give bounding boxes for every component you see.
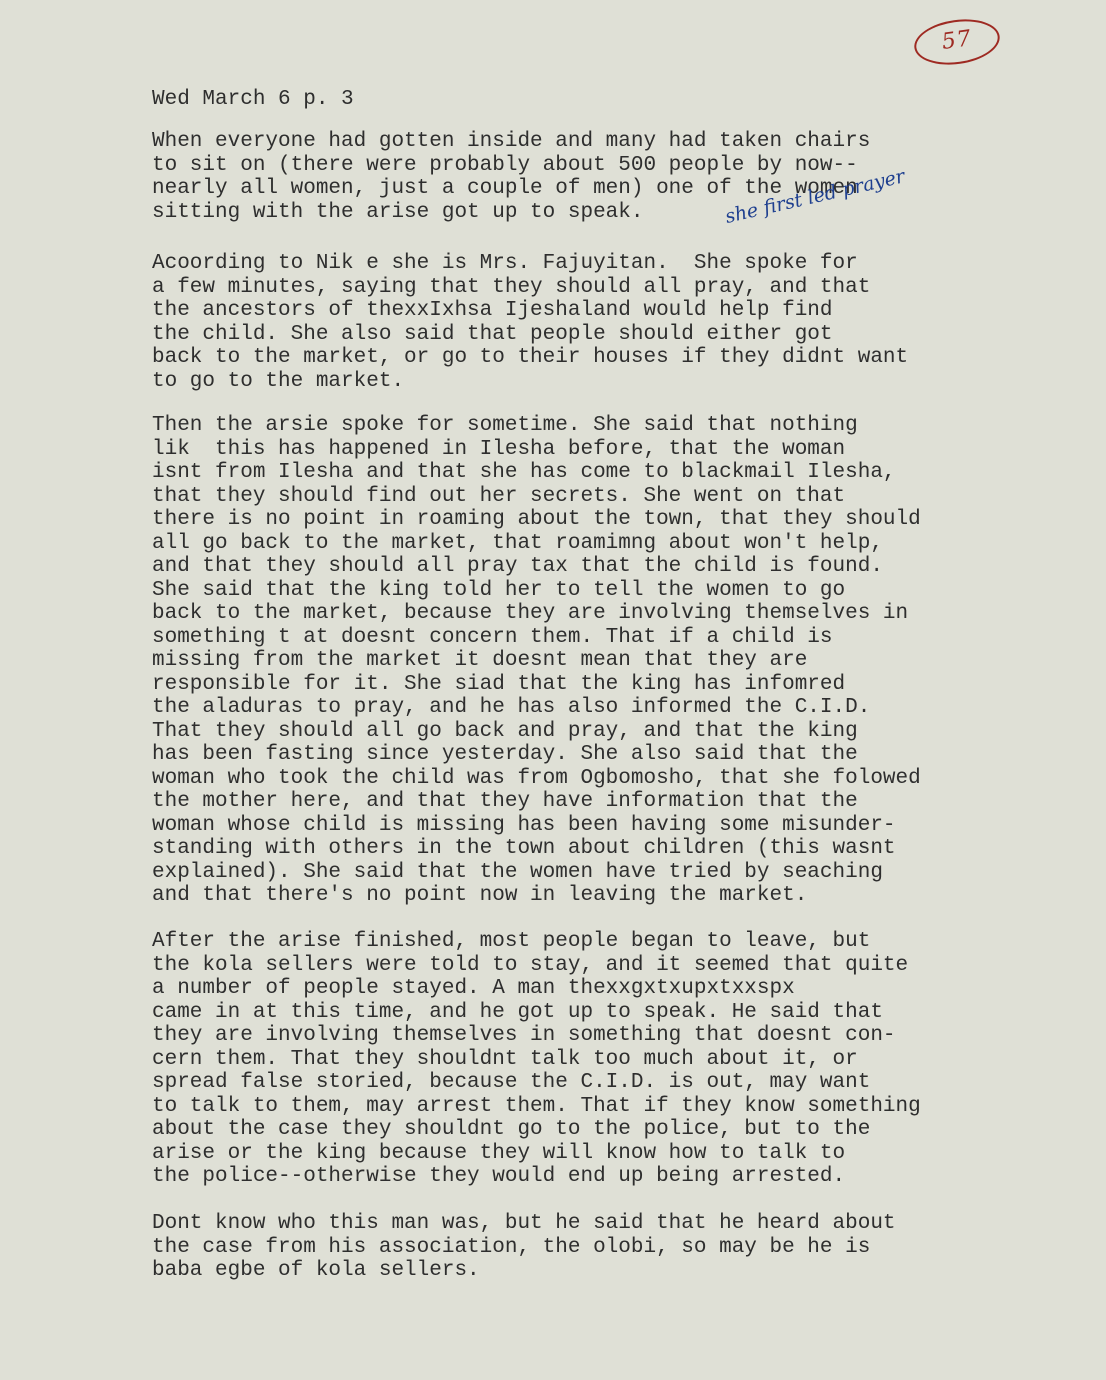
handwritten-annotation: she first led prayer [723, 165, 907, 228]
paragraph-5: Dont know who this man was, but he said that he heard about the case from his association, the olobi, so may be he is baba egbe of kola sellers. [152, 1212, 896, 1282]
paragraph-1: When everyone had gotten inside and many had taken chairs to sit on (there were probably about 500 people by now-- nearly all women, just a couple of men) one of the women sitting with the arise got up to speak. [152, 130, 871, 224]
page-header: Wed March 6 p. 3 [152, 88, 354, 111]
page-number: 57 [940, 26, 974, 55]
paragraph-2: Acoording to Nik e she is Mrs. Fajuyitan. She spoke for a few minutes, saying that they should all pray, and that the ancestors of thexxIxhsa Ijeshaland would help find the child. She also said that people should either got back to the market, or go to their houses if they didnt want to go to the market. [152, 252, 909, 393]
page-number-circle [911, 14, 1002, 70]
paragraph-4: After the arise finished, most people began to leave, but the kola sellers were told to stay, and it seemed that quite a number of people stayed. A man thexxgxtxupxtxxspx came in at this time, and he got up to speak. He said that they are involving themselves in something that doesnt con- cern them. That they shouldnt talk too much about it, or spread false storied, because the C.I.D. is out, may want to talk to them, may arrest them. That if they know something about the case they shouldnt go to the police, but to the arise or the king because they will know how to talk to the police--otherwise they would end up being arrested. [152, 930, 921, 1188]
paragraph-3: Then the arsie spoke for sometime. She said that nothing lik this has happened in Ilesha before, that the woman isnt from Ilesha and that she has come to blackmail Ilesha, that they should find out her secrets. She went on that there is no point in roaming about the town, that they should all go back to the market, that roamimng about won't help, and that they should all pray tax that the child is found. She said that the king told her to tell the women to go back to the market, because they are involving themselves in something t at doesnt concern them. That if a child is missing from the market it doesnt mean that they are responsible for it. She siad that the king has infomred the aladuras to pray, and he has also informed the C.I.D. That they should all go back and pray, and that the king has been fasting since yesterday. She also said that the woman who took the child was from Ogbomosho, that she folowed the mother here, and that they have information that the woman whose child is missing has been having some misunder- standing with others in the town about children (this wasnt explained). She said that the women have tried by seaching and that there's no point now in leaving the market. [152, 414, 921, 907]
